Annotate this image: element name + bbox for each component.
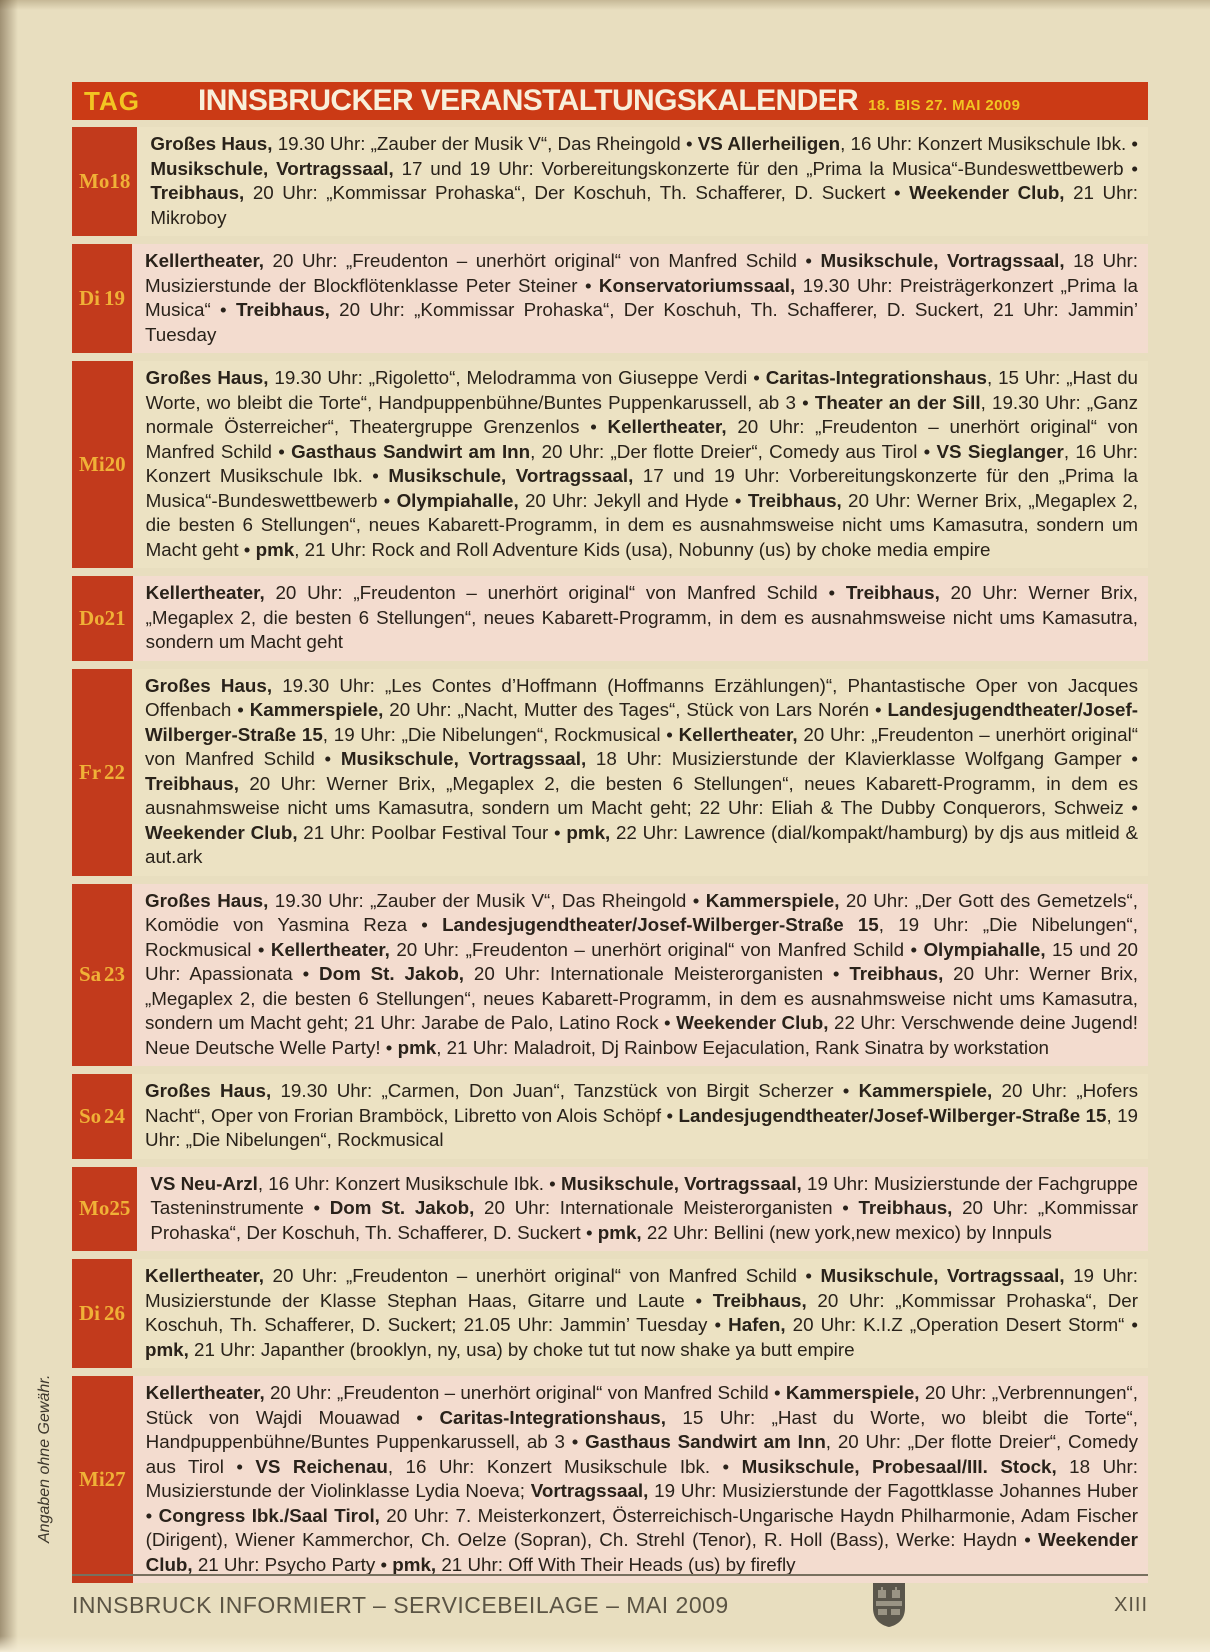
day-row-di-19 — [72, 244, 1148, 353]
venue-name: Kellertheater, — [145, 250, 265, 271]
calendar-date-range: 18. BIS 27. MAI 2009 — [868, 97, 1021, 114]
day-number: 23 — [104, 962, 125, 987]
venue-name: Congress Ibk./Saal Tirol, — [158, 1504, 380, 1526]
event-detail: 19.30 Uhr: Preisträgerkonzert „Prima la Musica“ • — [145, 274, 1138, 320]
venue-name: Musikschule, Vortragssaal, — [560, 1172, 802, 1194]
event-detail: 21 Uhr: Mikroboy — [150, 182, 1139, 228]
day-label — [72, 244, 132, 353]
event-detail: 20 Uhr: „Hofers Nacht“, Oper von Frorian Bramböck, Libretto von Alois Schöpf • — [145, 1080, 1138, 1126]
venue-name: VS Allerheiligen — [697, 133, 841, 154]
venue-name: Treibhaus, — [858, 1197, 953, 1218]
events-text — [132, 244, 1148, 353]
event-detail: 15 und 20 Uhr: Apassionata • — [145, 938, 1138, 984]
venue-name: Kammerspiele, — [705, 889, 840, 911]
scan-edge-left — [0, 0, 18, 1652]
venue-name: Musikschule, Vortragssaal, — [150, 157, 394, 179]
venue-name: Theater an der Sill — [814, 391, 981, 413]
event-detail: 20 Uhr: Internationale Meisterorganisten • — [474, 1197, 859, 1218]
venue-name: Kammerspiele, — [785, 1382, 920, 1403]
venue-name: Olympiahalle, — [396, 489, 519, 511]
day-row-di-26 — [72, 1259, 1148, 1368]
event-detail: , 15 Uhr: „Hast du Worte, wo bleibt die Torte“, Handpuppenbühne/Buntes Puppenkarussell, ab 3 • — [145, 367, 1138, 413]
event-detail: 18 Uhr: Musizierstunde der Blockflötenklasse Peter Steiner • — [145, 250, 1138, 296]
day-abbrev: Sa — [79, 962, 102, 987]
event-detail: , 19.30 Uhr: „Ganz normale Österreicher“, Theatergruppe Grenzenlos • — [145, 391, 1139, 437]
day-row-fr-22 — [72, 669, 1148, 876]
event-detail: 20 Uhr: „Verbrennungen“, Stück von Wajdi Mouawad • — [145, 1382, 1138, 1428]
venue-name: Kammerspiele, — [858, 1080, 993, 1101]
venue-name: Hafen, — [728, 1314, 786, 1335]
event-detail: 15 Uhr: „Hast du Worte, wo bleibt die Torte“, Handpuppenbühne/Buntes Puppenkarussell, ab 3 • — [145, 1406, 1138, 1452]
event-detail: 20 Uhr: „Freudenton – unerhört original“ von Manfred Schild • — [145, 416, 1138, 462]
venue-name: Landesjugendtheater/Josef-Wilberger-Straße 15 — [145, 699, 1138, 745]
event-detail: 20 Uhr: „Kommissar Prohaska“, Der Koschuh, Th. Schafferer, D. Suckert • — [244, 182, 910, 203]
footer — [72, 1592, 1148, 1619]
venue-name: VS Neu-Arzl — [150, 1172, 258, 1194]
event-detail: , 16 Uhr: Konzert Musikschule Ibk. • — [145, 440, 1139, 486]
event-detail: 21 Uhr: Poolbar Festival Tour • — [297, 821, 567, 843]
day-number: 22 — [104, 759, 125, 784]
event-detail: 17 und 19 Uhr: Vorbereitungskonzerte für den „Prima la Musica“-Bundeswettbewerb • — [145, 465, 1138, 511]
day-abbrev: Di — [79, 1301, 100, 1325]
footer-rule — [72, 1574, 1148, 1576]
day-abbrev: Mi — [79, 452, 105, 476]
venue-name: Treibhaus, — [150, 182, 245, 203]
event-detail: 19.30 Uhr: „Carmen, Don Juan“, Tanzstück von Birgit Scherzer • — [271, 1080, 859, 1101]
events-text — [137, 127, 1148, 236]
venue-name: Treibhaus, — [845, 582, 940, 603]
event-detail: , 20 Uhr: „Der flotte Dreier“, Comedy aus Tirol • — [145, 1431, 1138, 1477]
day-label — [72, 669, 132, 876]
day-number: 24 — [104, 1103, 125, 1128]
day-label — [72, 1259, 132, 1368]
event-detail: 17 und 19 Uhr: Vorbereitungskonzerte für den „Prima la Musica“-Bundeswettbewerb • — [393, 157, 1138, 179]
venue-name: Musikschule, Vortragssaal, — [388, 465, 634, 486]
event-detail: , 19 Uhr: „Die Nibelungen“, Rockmusical • — [145, 914, 1138, 960]
venue-name: Gasthaus Sandwirt am Inn — [585, 1431, 826, 1452]
event-detail: 19 Uhr: Musizierstunde der Klasse Stephan Haas, Gitarre und Laute • — [145, 1265, 1138, 1311]
day-number: 26 — [104, 1301, 125, 1325]
day-number: 20 — [104, 452, 126, 476]
event-detail: 21 Uhr: Psycho Party • — [192, 1553, 393, 1575]
event-detail: 20 Uhr: „Freudenton – unerhört original“ von Manfred Schild • — [264, 1265, 821, 1286]
venue-name: Großes Haus, — [145, 1080, 272, 1101]
events-text — [133, 1376, 1148, 1583]
venue-name: Kellertheater, — [145, 1265, 265, 1286]
event-detail: 20 Uhr: „Freudenton – unerhört original“ von Manfred Schild • — [145, 723, 1138, 769]
venue-name: Großes Haus, — [145, 674, 273, 696]
events-text — [132, 1074, 1148, 1159]
venue-name: VS Reichenau — [255, 1455, 388, 1477]
day-row-mo-25 — [72, 1167, 1148, 1252]
day-abbrev: Fr — [79, 759, 102, 784]
event-detail: 20 Uhr: Jekyll and Hyde • — [518, 489, 748, 511]
venue-name: pmk — [397, 1036, 437, 1058]
event-detail: , 16 Uhr: Konzert Musikschule Ibk. • — [387, 1455, 742, 1477]
day-row-mi-27 — [72, 1376, 1148, 1583]
event-detail: 19 Uhr: Musizierstunde der Fagottklasse Johannes Huber • — [145, 1480, 1138, 1526]
venue-name: Großes Haus, — [145, 889, 269, 911]
page-number: XIII — [1113, 1594, 1148, 1616]
venue-name: Weekender Club, — [145, 1529, 1138, 1575]
venue-name: Kellertheater, — [678, 723, 798, 745]
venue-name: Vortragssaal, — [530, 1480, 649, 1501]
venue-name: Dom St. Jakob, — [319, 963, 465, 984]
venue-name: Dom St. Jakob, — [329, 1197, 475, 1218]
event-detail: , 21 Uhr: Rock and Roll Adventure Kids (usa), Nobunny (us) by choke media empire — [294, 538, 991, 560]
venue-name: Treibhaus, — [712, 1289, 807, 1311]
event-detail: 20 Uhr: „Kommissar Prohaska“, Der Koschuh, Th. Schafferer, D. Suckert; 21.05 Uhr: Jammin’ Tuesday • — [145, 1289, 1138, 1335]
event-detail: 20 Uhr: „Der Gott des Gemetzels“, Komödie von Yasmina Reza • — [145, 889, 1138, 935]
event-detail: 21 Uhr: Japanther (brooklyn, ny, usa) by choke tut tut now shake ya butt empire — [188, 1338, 855, 1360]
event-detail: 22 Uhr: Lawrence (dial/kompakt/hamburg) by djs aus mitleid & aut.ark — [145, 821, 1138, 867]
venue-name: Kellertheater, — [270, 938, 390, 960]
tag-column-heading: TAG — [84, 85, 140, 116]
venue-name: Musikschule, Vortragssaal, — [820, 1265, 1065, 1286]
venue-name: pmk, — [597, 1221, 642, 1243]
venue-name: Treibhaus, — [235, 299, 330, 320]
event-detail: 20 Uhr: „Nacht, Mutter des Tages“, Stück von Lars Norén • — [383, 699, 888, 720]
venue-name: pmk, — [145, 1338, 189, 1360]
event-detail: 18 Uhr: Musizierstunde der Klavierklasse Wolfgang Gamper • — [586, 748, 1138, 769]
venue-name: Treibhaus, — [849, 963, 944, 984]
event-detail: 20 Uhr: Werner Brix, „Megaplex 2, die besten 6 Stellungen“, neues Kabarett-Programm, in dem es ausnahmsweise nicht ums Kamasutra, sondern um Macht geht • — [145, 489, 1139, 560]
day-row-do-21 — [72, 576, 1148, 661]
venue-name: Caritas-Integrationshaus — [765, 367, 987, 388]
event-detail: , 19 Uhr: „Die Nibelungen“, Rockmusical • — [322, 723, 679, 745]
venue-name: Kammerspiele, — [249, 699, 384, 720]
events-text — [133, 576, 1148, 661]
event-detail: 20 Uhr: K.I.Z „Operation Desert Storm“ • — [785, 1314, 1138, 1335]
event-detail: , 20 Uhr: „Der flotte Dreier“, Comedy aus Tirol • — [530, 440, 937, 462]
event-detail: 22 Uhr: Verschwende deine Jugend! Neue Deutsche Welle Party! • — [145, 1012, 1139, 1058]
day-row-mo-18 — [72, 127, 1148, 236]
venue-name: Musikschule, Vortragssaal, — [340, 748, 587, 769]
event-detail: 21 Uhr: Off With Their Heads (us) by firefly — [436, 1553, 796, 1575]
venue-name: VS Sieglanger — [936, 440, 1064, 462]
events-text — [132, 1259, 1148, 1368]
day-abbrev: So — [79, 1103, 102, 1128]
events-text — [133, 361, 1148, 568]
venue-name: Weekender Club, — [145, 821, 298, 843]
events-text — [137, 1167, 1148, 1252]
event-detail: 19 Uhr: Musizierstunde der Fachgruppe Tasteninstrumente • — [150, 1172, 1138, 1218]
venue-name: Landesjugendtheater/Josef-Wilberger-Straße 15 — [678, 1104, 1107, 1126]
venue-name: Weekender Club, — [909, 182, 1065, 203]
event-detail: 20 Uhr: Internationale Meisterorganisten • — [464, 963, 850, 984]
day-row-mi-20 — [72, 361, 1148, 568]
venue-name: Musikschule, Vortragssaal, — [820, 250, 1065, 271]
venue-name: pmk, — [566, 821, 611, 843]
day-label — [72, 1074, 132, 1159]
venue-name: Landesjugendtheater/Josef-Wilberger-Straße 15 — [442, 914, 879, 935]
day-abbrev: Do — [79, 605, 105, 630]
day-abbrev: Mi — [79, 1467, 105, 1491]
event-detail: 19.30 Uhr: „Les Contes d’Hoffmann (Hoffmanns Erzählungen)“, Phantastische Oper von Jacques Offenbach • — [145, 674, 1138, 720]
event-detail: 20 Uhr: Werner Brix, „Megaplex 2, die besten 6 Stellungen“, neues Kabarett-Programm, in dem es ausnahmsweise nicht ums Kamasutra, sondern um Macht geht; 21 Uhr: Jarabe de Palo, Latino Rock • — [145, 963, 1138, 1033]
day-label — [72, 1376, 133, 1583]
event-detail: 20 Uhr: „Freudenton – unerhört original“ von Manfred Schild • — [389, 938, 924, 960]
event-detail: 19.30 Uhr: „Rigoletto“, Melodramma von Giuseppe Verdi • — [268, 367, 766, 388]
event-detail: 20 Uhr: Werner Brix, „Megaplex 2, die besten 6 Stellungen“, neues Kabarett-Programm, in dem es ausnahmsweise nicht ums Kamasutra, sondern um Macht geht — [145, 582, 1139, 652]
event-detail: , 21 Uhr: Maladroit, Dj Rainbow Eejaculation, Rank Sinatra by workstation — [436, 1036, 1049, 1058]
day-label — [72, 884, 132, 1067]
footer-publication-title: INNSBRUCK INFORMIERT – SERVICEBEILAGE – MAI 2009 — [72, 1592, 729, 1618]
venue-name: Kellertheater, — [145, 1382, 265, 1403]
event-detail: 19.30 Uhr: „Zauber der Musik V“, Das Rheingold • — [272, 133, 698, 154]
event-detail: 20 Uhr: „Freudenton – unerhört original“ von Manfred Schild • — [264, 250, 821, 271]
venue-name: Großes Haus, — [145, 367, 269, 388]
venue-name: Treibhaus, — [747, 489, 842, 511]
day-number: 27 — [104, 1467, 126, 1491]
day-abbrev: Mo — [79, 169, 110, 193]
venue-name: Olympiahalle, — [923, 938, 1046, 960]
calendar-header — [72, 82, 1148, 120]
disclaimer-vertical-text: Angaben ohne Gewähr. — [36, 1374, 53, 1543]
venue-name: Kellertheater, — [145, 582, 265, 603]
day-label — [72, 127, 137, 236]
day-label — [72, 1167, 137, 1252]
event-detail: 20 Uhr: „Kommissar Prohaska“, Der Koschuh, Th. Schafferer, D. Suckert • — [150, 1197, 1138, 1243]
venue-name: Gasthaus Sandwirt am Inn — [291, 440, 531, 462]
day-number: 25 — [109, 1196, 131, 1221]
day-number: 19 — [104, 286, 125, 310]
day-label — [72, 576, 133, 661]
venue-name: Kellertheater, — [607, 416, 727, 437]
day-number: 21 — [104, 605, 126, 630]
day-rows — [72, 127, 1148, 1583]
innsbruck-crest-icon — [872, 1582, 906, 1628]
events-text — [132, 669, 1148, 876]
day-abbrev: Di — [79, 286, 100, 310]
event-detail: 22 Uhr: Bellini (new york,new mexico) by Innpuls — [641, 1221, 1052, 1243]
venue-name: Großes Haus, — [150, 133, 273, 154]
events-text — [132, 884, 1148, 1067]
event-detail: , 16 Uhr: Konzert Musikschule Ibk. • — [840, 133, 1138, 154]
event-detail: , 19 Uhr: „Die Nibelungen“, Rockmusical — [145, 1104, 1139, 1150]
venue-name: Treibhaus, — [145, 772, 239, 794]
day-row-sa-23 — [72, 884, 1148, 1067]
event-detail: 20 Uhr: „Freudenton – unerhört original“ von Manfred Schild • — [264, 1382, 786, 1403]
scan-edge-top — [0, 0, 1210, 10]
venue-name: pmk — [255, 538, 295, 560]
day-number: 18 — [109, 169, 131, 193]
calendar-title: INNSBRUCKER VERANSTALTUNGSKALENDER — [197, 84, 859, 117]
event-detail: 20 Uhr: „Kommissar Prohaska“, Der Koschuh, Th. Schafferer, D. Suckert, 21 Uhr: Jammin’ Tuesday — [145, 299, 1138, 345]
event-detail: , 16 Uhr: Konzert Musikschule Ibk. • — [257, 1172, 561, 1194]
calendar-content — [72, 82, 1148, 1591]
event-detail: 18 Uhr: Musizierstunde der Violinklasse Lydia Noeva; — [145, 1455, 1138, 1501]
day-row-so-24 — [72, 1074, 1148, 1159]
venue-name: pmk, — [392, 1553, 437, 1575]
venue-name: Caritas-Integrationshaus, — [439, 1406, 666, 1428]
venue-name: Musikschule, Probesaal/III. Stock, — [741, 1455, 1057, 1477]
event-detail: 20 Uhr: Werner Brix, „Megaplex 2, die besten 6 Stellungen“, neues Kabarett-Programm, in dem es ausnahmsweise nicht ums Kamasutra, sondern um Macht geht; 22 Uhr: Eliah & The Dubby Conquerors, Schweiz • — [145, 772, 1138, 818]
venue-name: Weekender Club, — [676, 1012, 829, 1033]
day-abbrev: Mo — [79, 1196, 110, 1221]
scan-edge-bottom — [0, 1636, 1210, 1652]
event-detail: 19.30 Uhr: „Zauber der Musik V“, Das Rheingold • — [268, 889, 706, 911]
event-detail: 20 Uhr: „Freudenton – unerhört original“ von Manfred Schild • — [264, 582, 846, 603]
venue-name: Konservatoriumssaal, — [598, 274, 796, 296]
event-detail: 20 Uhr: 7. Meisterkonzert, Österreichisch-Ungarische Haydn Philharmonie, Adam Fischer (Dirigent), Wiener Kammerchor, Ch. Oelze (Sopran), Ch. Strehl (Tenor), R. Holl (Bass), Werke: Haydn • — [145, 1504, 1139, 1550]
day-label — [72, 361, 133, 568]
